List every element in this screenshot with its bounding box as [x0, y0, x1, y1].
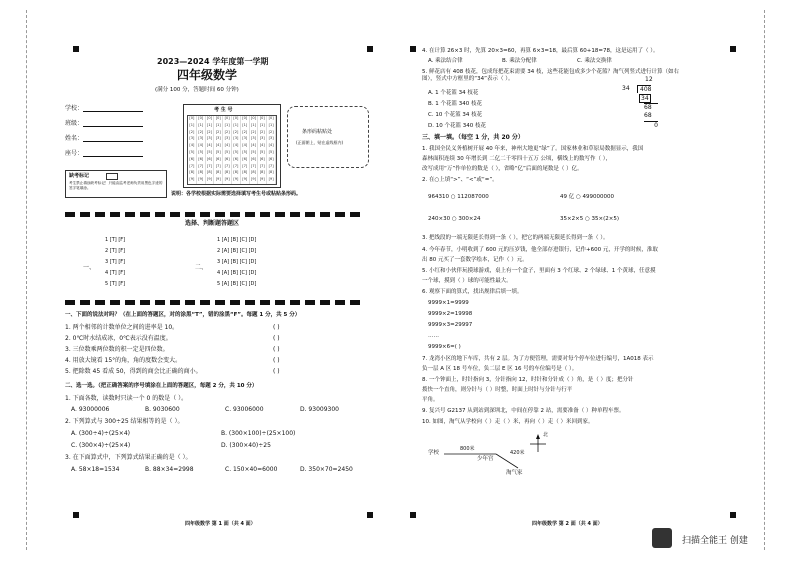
exam-id-digit[interactable]: [2] [206, 130, 215, 137]
judge-answer-row[interactable]: 2 [T] [F] [105, 248, 126, 254]
fill-4-line1: 4. 今年春节，小明收到了 600 元的压岁钱，他全部存进银行，记作+600 元，开学的时候，淮取 [422, 247, 658, 253]
exam-id-digit[interactable]: [3] [250, 136, 259, 143]
exam-id-digit[interactable]: [1] [223, 123, 232, 130]
q5-option-b: B. 1 个花篮 340 枝花 [428, 101, 483, 107]
exam-id-digit[interactable]: [7] [258, 164, 267, 171]
exam-id-digit[interactable]: [5] [197, 150, 206, 157]
exam-id-digit[interactable]: [7] [197, 164, 206, 171]
exam-id-digit[interactable]: [1] [206, 123, 215, 130]
section1-item: 4. 用放大镜看 15°的角，角的度数会变大。 [65, 357, 182, 364]
q4-option-c: C. 乘法交换律 [577, 58, 612, 64]
q2-option-d: D. (300×40)÷25 [221, 442, 271, 449]
q1-option-d: D. 93009300 [300, 406, 339, 413]
exam-id-digit[interactable]: [7] [267, 164, 276, 171]
q2-option-c: C. (300×4)÷(25×4) [71, 442, 131, 449]
subject-title: 四年级数学 [177, 68, 238, 82]
page-footer: 四年级数学 第 2 面（共 4 面） [532, 521, 603, 527]
q2-stem: 2. 下列算式与 300÷25 结果相等的是（ ）。 [65, 418, 184, 425]
exam-id-digit[interactable]: [1] [197, 123, 206, 130]
map-school: 学校 [428, 450, 440, 456]
exam-id-digit[interactable]: [3] [206, 136, 215, 143]
name-field[interactable]: 姓名： [65, 135, 143, 142]
section1-item: 2. 0℃时水结成冰，0℃表示没有温度。 [65, 335, 172, 342]
exam-id-digit[interactable]: [1] [188, 123, 197, 130]
compare-1[interactable]: 964310 ○ 112087000 [428, 194, 489, 200]
judge-answer-row[interactable]: 4 [T] [F] [105, 270, 126, 276]
q3-option-c: C. 150×40=6000 [225, 466, 278, 473]
q3-stem: 3. 在下面算式中，下列算式结果正确的是（ ）。 [65, 454, 192, 461]
fill-7-line1: 7. 龙湾小区的地下车库，共有 2 层。为了方便管理，需要对每个停车位进行编号，1A018 表示 [422, 356, 654, 362]
q5-stem: 5. 鲜花店有 408 枝花，包成每把花束需要 34 枝，这些花能包成多少个花篮？淘气列竖式进行计算（如右图），竖式中方框里的“34”表示（ ）。 [422, 69, 679, 82]
division-divisor: 34 [622, 85, 630, 92]
exam-id-digit[interactable]: [0] [197, 116, 206, 123]
fill-8-line3: 平角。 [422, 397, 439, 403]
exam-id-digit[interactable]: [5] [206, 150, 215, 157]
exam-id-digit[interactable]: [4] [250, 143, 259, 150]
section1-answer-paren: ( ) [273, 368, 280, 375]
exam-id-digit[interactable]: [9] [267, 177, 276, 184]
score-note: (满分 100 分，答题时间 60 分钟) [155, 87, 239, 93]
division-quotient: 12 [645, 76, 653, 83]
exam-id-digit[interactable]: [3] [267, 136, 276, 143]
compare-4[interactable]: 35×2×5 ○ 35×(2×5) [560, 216, 620, 222]
choice-roman: 二、 [195, 264, 208, 271]
right-fold-line [764, 10, 765, 550]
divider [65, 300, 365, 305]
instructions: 说明：各学校根据实际需要选择填写考生号或粘贴条形码。 [171, 191, 302, 197]
section1-answer-paren: ( ) [273, 346, 280, 353]
exam-id-digit[interactable]: [4] [223, 143, 232, 150]
q3-option-a: A. 58×18=1534 [71, 466, 120, 473]
exam-id-digit[interactable]: [0] [241, 116, 250, 123]
absent-checkbox[interactable] [106, 173, 118, 180]
exam-id-digit[interactable]: [8] [214, 170, 223, 177]
judge-answer-row[interactable]: 5 [T] [F] [105, 281, 126, 287]
exam-id-box [183, 104, 281, 188]
barcode-note: (正面朝上，贴在虚线框内) [296, 140, 344, 145]
answer-area-title: 选择、判断题答题区 [185, 220, 240, 227]
exam-id-digit[interactable]: [8] [206, 170, 215, 177]
exam-id-digit[interactable]: [4] [232, 143, 241, 150]
exam-id-digit[interactable]: [7] [232, 164, 241, 171]
exam-id-digit[interactable]: [3] [232, 136, 241, 143]
judge-roman: 一、 [83, 264, 96, 271]
exam-id-digit[interactable]: [1] [232, 123, 241, 130]
choice-answer-row[interactable]: 4 [A] [B] [C] [D] [217, 270, 257, 276]
q2-option-a: A. (300÷4)÷(25×4) [71, 430, 130, 437]
exam-id-digit[interactable]: [5] [267, 150, 276, 157]
q4-stem: 4. 在计算 26×3 时，先算 20×3=60，再算 6×3=18，最后算 60+18=78，这是运用了（ ）。 [422, 48, 659, 54]
division-step: 68 [644, 112, 652, 119]
q5-option-d: D. 10 个花篮 340 枝花 [428, 123, 486, 129]
exam-id-digit[interactable]: [0] [250, 116, 259, 123]
section1-item: 1. 两个相邻的计数单位之间的进率是 10。 [65, 324, 179, 331]
exam-id-digit[interactable]: [0] [214, 116, 223, 123]
divider [65, 212, 365, 217]
exam-id-digit[interactable]: [4] [197, 143, 206, 150]
left-fold-line [26, 10, 27, 550]
exam-id-digit[interactable]: [9] [214, 177, 223, 184]
q5-option-c: C. 10 个花篮 34 枝花 [428, 112, 483, 118]
fill-7-line2: 负一层 A 区 18 号车位，负二层 E 区 16 号的车位编号是（ ）。 [422, 366, 578, 372]
fill-3: 3. 把线段的一端无限延长得到一条（ ），把它的两端无限延长得到一条（ ）。 [422, 235, 609, 241]
fill-1-line1: 1. 我国全民义务植树开展 40 年来，神州大地更“绿”了。国家林业和草原局数据显示，我国 [422, 146, 644, 152]
map-distance-1: 800米 [460, 446, 475, 452]
exam-id-digit[interactable]: [8] [241, 170, 250, 177]
exam-id-digit[interactable]: [9] [188, 177, 197, 184]
map-north: 北 [543, 432, 549, 438]
q5-option-a: A. 1 个花篮 34 枝花 [428, 90, 479, 96]
fill-1-line2: 森林面积连续 30 年增长到 二亿二千零四十五万 公顷，横线上的数写作（ ）， [422, 156, 611, 162]
q4-option-a: A. 乘法结合律 [428, 58, 463, 64]
page-footer: 四年级数学 第 1 面（共 4 面） [185, 521, 256, 527]
absent-note: 考生禁止填涂缺考标记！只能由监考老师负责用黑色字迹的签字笔填涂。 [69, 181, 163, 190]
exam-id-digit[interactable]: [0] [267, 116, 276, 123]
choice-answer-row[interactable]: 5 [A] [B] [C] [D] [217, 281, 257, 287]
division-step: 68 [644, 103, 658, 111]
judge-answer-row[interactable]: 3 [T] [F] [105, 259, 126, 265]
fill-5-line2: 一个球，摸到（ ）球的可能性最大。 [422, 278, 512, 284]
map-youth-palace: 少年宫 [477, 456, 494, 462]
scanner-logo [652, 528, 672, 548]
exam-id-digit[interactable]: [6] [214, 157, 223, 164]
exam-id-digit[interactable]: [5] [188, 150, 197, 157]
exam-id-digit[interactable]: [1] [241, 123, 250, 130]
q1-option-c: C. 93006000 [225, 406, 264, 413]
section1-answer-paren: ( ) [273, 357, 280, 364]
exam-id-digit[interactable]: [4] [267, 143, 276, 150]
exam-id-label: 考 生 号 [214, 107, 233, 113]
division-remainder: 0 [644, 121, 658, 129]
exam-id-digit[interactable]: [6] [241, 157, 250, 164]
exam-id-digit[interactable]: [6] [267, 157, 276, 164]
exam-id-digit[interactable]: [8] [267, 170, 276, 177]
fill-10: 10. 如图，淘气从学校向（ ）走（ ）米，再向（ ）走（ ）米回到家。 [422, 419, 594, 425]
exam-id-digit[interactable]: [6] [206, 157, 215, 164]
division-dividend: 408 [637, 85, 651, 93]
school-field[interactable]: 学校： [65, 105, 143, 112]
exam-id-digit[interactable]: [0] [188, 116, 197, 123]
exam-id-digit[interactable]: [0] [206, 116, 215, 123]
exam-id-digit[interactable]: [9] [197, 177, 206, 184]
exam-id-grid[interactable] [187, 115, 277, 185]
exam-id-digit[interactable]: [8] [232, 170, 241, 177]
fill-5-line1: 5. 小红和小伙伴玩摸球游戏，桌上有一个盒子，里面有 3 个红球、2 个绿球、1 个黄球，任意摸 [422, 268, 656, 274]
exam-id-digit[interactable]: [0] [223, 116, 232, 123]
page-one [45, 22, 383, 530]
exam-id-digit[interactable]: [4] [214, 143, 223, 150]
corner-mark [367, 512, 373, 518]
corner-mark [367, 46, 373, 52]
page-two [412, 22, 750, 530]
exam-id-digit[interactable]: [1] [214, 123, 223, 130]
exam-id-digit[interactable]: [3] [223, 136, 232, 143]
section1-title: 一、下面的说法对吗？（在上面的答题区，对的涂黑“T”，错的涂黑“F”。每题 1 分，共 5 分） [65, 312, 301, 318]
exam-id-digit[interactable]: [5] [258, 150, 267, 157]
exam-id-digit[interactable]: [3] [214, 136, 223, 143]
exam-id-digit[interactable]: [4] [188, 143, 197, 150]
scanner-brand: 扫描全能王 创建 [682, 536, 748, 546]
fill-2: 2. 在○上填“>”、“<”或“=”。 [422, 177, 498, 183]
choice-answer-row[interactable]: 1 [A] [B] [C] [D] [217, 237, 257, 243]
exam-id-digit[interactable]: [9] [241, 177, 250, 184]
corner-mark [730, 46, 736, 52]
exam-id-digit[interactable]: [2] [267, 130, 276, 137]
year-title: 2023—2024 学年度第一学期 [157, 57, 269, 66]
exam-id-digit[interactable]: [7] [188, 164, 197, 171]
corner-mark [410, 46, 416, 52]
exam-id-digit[interactable]: [3] [197, 136, 206, 143]
q3-option-d: D. 350×70=2450 [300, 466, 353, 473]
exam-id-digit[interactable]: [3] [258, 136, 267, 143]
pattern-line: 9999×1=9999 [428, 300, 469, 306]
exam-id-digit[interactable]: [8] [250, 170, 259, 177]
corner-mark [410, 512, 416, 518]
section1-item: 5. 把除数 45 看成 50，得到的商会比正确的商小。 [65, 368, 202, 375]
pattern-line: 9999×3=29997 [428, 322, 473, 328]
corner-mark [730, 512, 736, 518]
fill-8-line1: 8. 一个钟面上，时针指向 3，分针指向 12，时针和分针成（ ）角，是（ ）度；把分针 [422, 377, 634, 383]
exam-id-digit[interactable]: [6] [188, 157, 197, 164]
section2-title: 二、选一选。（把正确答案的序号填涂在上面的答题区，每题 2 分，共 10 分） [65, 383, 258, 389]
exam-id-digit[interactable]: [4] [206, 143, 215, 150]
exam-id-digit[interactable]: [3] [241, 136, 250, 143]
exam-id-digit[interactable]: [6] [197, 157, 206, 164]
class-field[interactable]: 班级： [65, 120, 143, 127]
exam-id-digit[interactable]: [1] [267, 123, 276, 130]
exam-id-digit[interactable]: [8] [188, 170, 197, 177]
section1-answer-paren: ( ) [273, 335, 280, 342]
map-home: 淘气家 [506, 470, 523, 476]
judge-answer-row[interactable]: 1 [T] [F] [105, 237, 126, 243]
fill-9: 9. 复兴号 G2137 从到站到深圳北，中间在停靠 2 站，需要准备（ ）种单程车票。 [422, 408, 625, 414]
pattern-line: 9999×2=19998 [428, 311, 473, 317]
exam-id-digit[interactable]: [9] [232, 177, 241, 184]
corner-mark [73, 512, 79, 518]
exam-id-digit[interactable]: [3] [188, 136, 197, 143]
route-map [426, 434, 576, 484]
absent-label: 缺考标记 [69, 173, 90, 179]
barcode-label: 条形码粘贴处 [302, 129, 333, 135]
exam-id-digit[interactable]: [2] [214, 130, 223, 137]
exam-id-digit[interactable]: [8] [223, 170, 232, 177]
q4-option-b: B. 乘法分配律 [502, 58, 537, 64]
exam-id-digit[interactable]: [9] [258, 177, 267, 184]
fill-6: 6. 观察下面的算式，找出规律后填一填。 [422, 289, 523, 295]
exam-id-digit[interactable]: [6] [258, 157, 267, 164]
fill-4-line2: 出 80 元买了一套数学绘本，记作（ ）元。 [422, 257, 528, 263]
exam-id-digit[interactable]: [5] [241, 150, 250, 157]
seat-field[interactable]: 座号： [65, 150, 143, 157]
fill-1-line3: 改写成用“万”作单位的数是（ ），省略“亿”后面的尾数是（ ）亿。 [422, 166, 583, 172]
pattern-line: …… [428, 333, 439, 339]
section3-title: 三、填一填。（每空 1 分，共 20 分） [422, 134, 524, 141]
exam-id-digit[interactable]: [5] [214, 150, 223, 157]
exam-id-digit[interactable]: [2] [188, 130, 197, 137]
q1-option-b: B. 9030600 [145, 406, 180, 413]
corner-mark [73, 46, 79, 52]
exam-id-digit[interactable]: [9] [223, 177, 232, 184]
exam-id-digit[interactable]: [9] [206, 177, 215, 184]
exam-id-digit[interactable]: [7] [214, 164, 223, 171]
exam-id-digit[interactable]: [7] [241, 164, 250, 171]
exam-id-digit[interactable]: [6] [223, 157, 232, 164]
barcode-area [287, 106, 369, 168]
exam-id-digit[interactable]: [5] [223, 150, 232, 157]
exam-id-digit[interactable]: [6] [250, 157, 259, 164]
absent-box [65, 170, 167, 198]
exam-id-digit[interactable]: [7] [206, 164, 215, 171]
map-distance-2: 420米 [510, 450, 525, 456]
section1-item: 3. 三位数乘两位数的积一定是四位数。 [65, 346, 169, 353]
exam-id-digit[interactable]: [8] [258, 170, 267, 177]
q1-option-a: A. 93000006 [71, 406, 110, 413]
exam-id-digit[interactable]: [4] [258, 143, 267, 150]
exam-id-digit[interactable]: [4] [241, 143, 250, 150]
pattern-line: 9999×6=( ) [428, 344, 461, 350]
exam-id-digit[interactable]: [8] [197, 170, 206, 177]
exam-id-digit[interactable]: [2] [241, 130, 250, 137]
compare-2[interactable]: 49 亿 ○ 499000000 [560, 194, 615, 200]
exam-id-digit[interactable]: [5] [232, 150, 241, 157]
exam-id-digit[interactable]: [0] [258, 116, 267, 123]
compare-3[interactable]: 240×30 ○ 300×24 [428, 216, 481, 222]
choice-answer-row[interactable]: 3 [A] [B] [C] [D] [217, 259, 257, 265]
q2-option-b: B. (300×100)÷(25×100) [221, 430, 296, 437]
exam-id-digit[interactable]: [6] [232, 157, 241, 164]
exam-id-digit[interactable]: [7] [250, 164, 259, 171]
exam-id-digit[interactable]: [2] [197, 130, 206, 137]
q3-option-b: B. 88×34=2998 [145, 466, 194, 473]
exam-id-digit[interactable]: [0] [232, 116, 241, 123]
exam-id-digit[interactable]: [9] [250, 177, 259, 184]
exam-id-digit[interactable]: [5] [250, 150, 259, 157]
section1-answer-paren: ( ) [273, 324, 280, 331]
exam-id-digit[interactable]: [1] [258, 123, 267, 130]
exam-id-digit[interactable]: [2] [223, 130, 232, 137]
division-step-boxed: 34 [641, 95, 649, 102]
exam-id-digit[interactable]: [7] [223, 164, 232, 171]
exam-id-digit[interactable]: [2] [258, 130, 267, 137]
exam-id-digit[interactable]: [2] [232, 130, 241, 137]
choice-answer-row[interactable]: 2 [A] [B] [C] [D] [217, 248, 257, 254]
q1-stem: 1. 下面各数，读数时只读一个 0 的数是（ ）。 [65, 395, 188, 402]
fill-8-line2: 拨快一个直角，则分针与（ ）时整，时面上时针与分针与行平 [422, 387, 573, 393]
exam-id-digit[interactable]: [2] [250, 130, 259, 137]
exam-id-digit[interactable]: [1] [250, 123, 259, 130]
